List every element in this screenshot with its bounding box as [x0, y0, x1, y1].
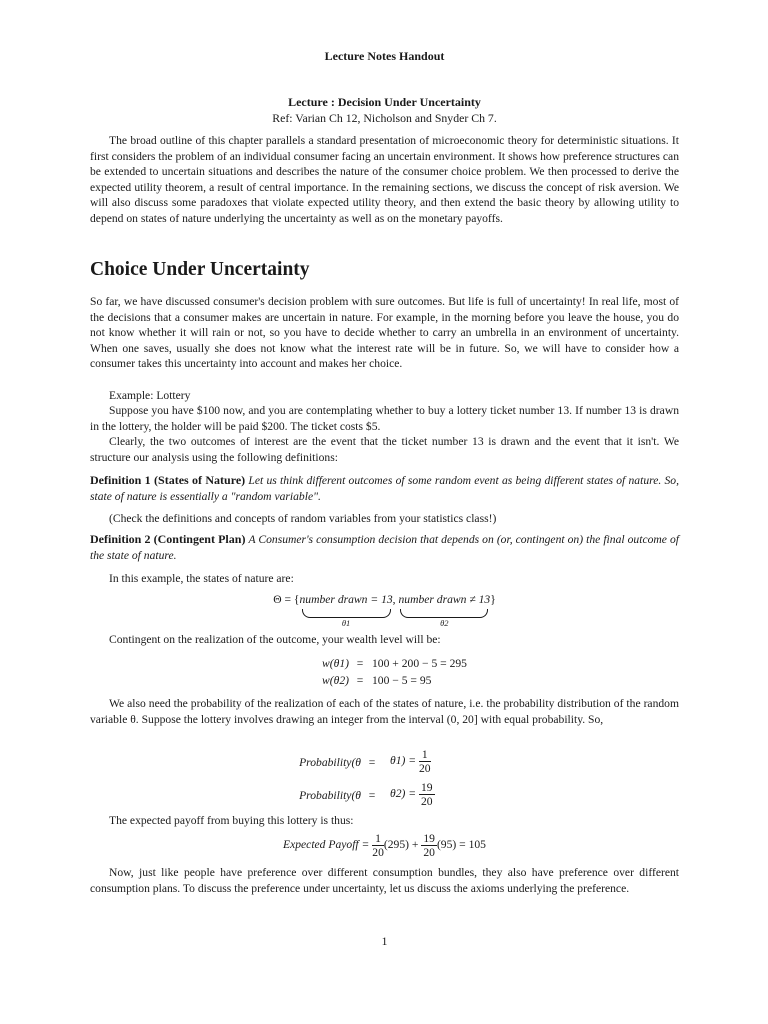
prob-1-lhs: Probability(θ	[299, 756, 361, 769]
paragraph-outcomes: Clearly, the two outcomes of interest are the event that the ticket number 13 is drawn and the event that it isn't. We structure our analysis using the following definitions:	[90, 435, 679, 464]
wealth-2-lhs: w(θ2)	[322, 674, 349, 687]
intro-paragraph: The broad outline of this chapter parallels a standard presentation of microeconomic theory for deterministic situations. It first considers the problem of an individual consumer facing an uncertain environment. It shows how preference structures can be extended to uncertain situations and describes the nature of the consumer choice problem. We then processed to derive the expected utility theorem, a result of central importance. In the remaining sections, we discuss the concept of risk aversion. We will also discuss some paradoxes that violate expected utility theory, and then extend the basic theory by allowing utility to depend on states of nature underlying the uncertainty as well as on the monetary payoffs.	[90, 134, 679, 225]
paragraph-probability: We also need the probability of the realization of each of the states of nature, i.e. the probability distribution of the random variable θ. Suppose the lottery involves drawing an integer from the interval (0, 20] with equal probability. So,	[90, 697, 679, 726]
prob-2-fraction	[419, 781, 435, 808]
payoff-numerator-2: 19	[423, 832, 435, 845]
definition-2-title: Definition 2 (Contingent Plan)	[90, 532, 246, 546]
theta-rhs: }	[490, 593, 496, 606]
definition-states-of-nature	[90, 473, 679, 504]
underbrace-2	[400, 609, 488, 618]
wealth-1-rhs: 100 + 200 − 5 = 295	[372, 657, 467, 670]
payoff-denominator-1: 20	[372, 846, 384, 859]
prob-2-denominator: 20	[420, 795, 433, 808]
paragraph-preference: Now, just like people have preference over different consumption bundles, they also have preference over different consumption plans. To discuss the preference under uncertainty, let us discuss the axioms underlying the preference.	[90, 866, 679, 895]
wealth-intro: Contingent on the realization of the outcome, your wealth level will be:	[109, 633, 441, 646]
theta-lhs: Θ = {	[273, 593, 300, 606]
prob-1-denominator: 20	[418, 762, 431, 775]
states-intro: In this example, the states of nature are:	[109, 572, 294, 585]
payoff-numerator-1: 1	[372, 832, 384, 846]
wealth-2-rhs: 100 − 5 = 95	[372, 674, 432, 687]
payoff-term-2: (95) = 105	[436, 838, 486, 852]
paragraph-lottery: Suppose you have $100 now, and you are contemplating whether to buy a lottery ticket number 13. If number 13 is drawn in the lottery, the holder will be paid $200. The ticket costs $5.	[90, 404, 679, 433]
expected-payoff-equation	[90, 832, 679, 859]
prob-1-rhs	[390, 748, 431, 775]
underbrace-1	[302, 609, 391, 618]
statistics-note: (Check the definitions and concepts of random variables from your statistics class!)	[109, 512, 497, 525]
prob-2-numerator: 19	[420, 781, 433, 794]
wealth-2-eq: =	[356, 674, 364, 687]
prob-2-eq: =	[368, 789, 376, 802]
wealth-1-lhs: w(θ1)	[322, 657, 349, 670]
payoff-fraction-1	[372, 832, 384, 859]
prob-2-lhs: Probability(θ	[299, 789, 361, 802]
states-equation	[90, 592, 679, 629]
prob-1-numerator: 1	[419, 748, 431, 762]
state-theta-2	[398, 592, 490, 629]
payoff-denominator-2: 20	[423, 846, 435, 859]
state-1-label: θ1	[341, 617, 351, 628]
payoff-fraction-2	[421, 832, 437, 859]
payoff-intro: The expected payoff from buying this lottery is thus:	[109, 814, 354, 827]
definition-1-body: Let us think different outcomes of some random event as being different states of nature. So, state of nature is essentially a "random variable".	[90, 474, 679, 503]
prob-1-mid: θ1) =	[390, 754, 417, 768]
state-theta-1	[300, 592, 393, 629]
document-page	[90, 0, 679, 1024]
prob-1-eq: =	[368, 756, 376, 769]
payoff-term-1: (295) +	[383, 838, 419, 852]
probability-row-1	[90, 748, 679, 778]
reference-line: Ref: Varian Ch 12, Nicholson and Snyder Ch 7.	[272, 111, 497, 125]
wealth-1-eq: =	[356, 657, 364, 670]
paragraph-uncertainty: So far, we have discussed consumer's decision problem with sure outcomes. But life is full of uncertainty! In real life, most of the decisions that a consumer makes are uncertain in nature. For example, in the morning before you leave the house, you do not know whether it will rain or not, so you have to decide whether to carry an umbrella in an environment of uncertainty. When one saves, usually she does not know what the interest rate will be in future. So, we will have to consider how a consumer takes this uncertainty into account and makes her choice.	[90, 295, 679, 371]
example-label: Example: Lottery	[109, 389, 191, 402]
probability-row-2	[90, 781, 679, 811]
prob-1-fraction	[419, 748, 431, 775]
handout-title: Lecture Notes Handout	[324, 49, 445, 63]
state-2-text: number drawn ≠ 13	[398, 593, 491, 606]
payoff-lhs: Expected Payoff =	[283, 838, 370, 852]
theta-separator: ,	[392, 593, 396, 606]
state-2-label: θ2	[440, 617, 449, 628]
state-1-text: number drawn = 13	[299, 593, 393, 606]
prob-2-rhs	[390, 781, 435, 808]
page-number: 1	[381, 934, 388, 948]
definition-2-body: A Consumer's consumption decision that depends on (or, contingent on) the final outcome of the state of nature.	[90, 533, 679, 562]
definition-contingent-plan	[90, 532, 679, 563]
lecture-title: Lecture : Decision Under Uncertainty	[288, 95, 481, 109]
section-title: Choice Under Uncertainty	[90, 259, 310, 280]
prob-2-mid: θ2) =	[390, 787, 417, 801]
definition-1-title: Definition 1 (States of Nature)	[90, 473, 246, 487]
